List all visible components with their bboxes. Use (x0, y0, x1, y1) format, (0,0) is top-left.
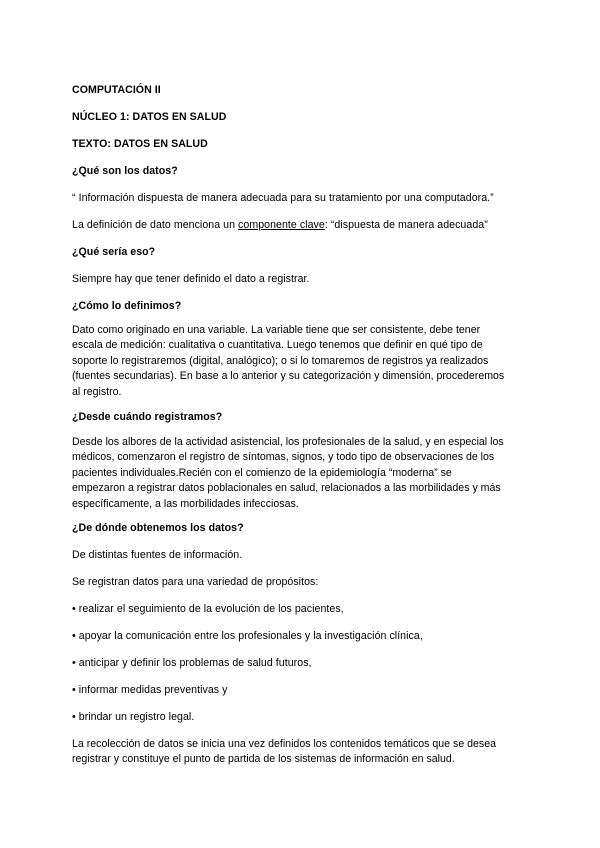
paragraph-line: La recolección de datos se inicia una vez definidos los contenidos temáticos que se desea (72, 738, 497, 750)
paragraph-line: médicos, comenzaron el registro de síntomas, signos, y todo tipo de observaciones de los (72, 451, 495, 464)
module-title: NÚCLEO 1: DATOS EN SALUD (72, 111, 227, 123)
paragraph-line: Desde los albores de la actividad asistencial, los profesionales de la salud, y en especial los (72, 436, 504, 448)
heading-de-donde: ¿De dónde obtenemos los datos? (72, 522, 244, 534)
paragraph-line: soporte lo registraremos (digital, analógico); o si lo tomaremos de registros ya realizados (72, 354, 489, 367)
course-title: COMPUTACIÓN II (72, 84, 161, 96)
definition-sentence (72, 218, 488, 234)
list-item: • anticipar y definir los problemas de salud futuros, (72, 657, 312, 669)
list-item: • apoyar la comunicación entre los profesionales y la investigación clínica, (72, 630, 423, 642)
paragraph-como-lo-definimos (72, 323, 532, 400)
definition-quote: “ Información dispuesta de manera adecuada para su tratamiento por una computadora.” (72, 192, 494, 204)
paragraph-line: registrar y constituye el punto de partida de los sistemas de información en salud. (72, 753, 455, 766)
text-title: TEXTO: DATOS EN SALUD (72, 138, 208, 150)
paragraph-line: (fuentes secundarias). En base a lo anterior y su categorización y dimensión, procederemos (72, 370, 505, 383)
answer-de-donde: De distintas fuentes de información. (72, 549, 243, 561)
paragraph-line: al registro. (72, 385, 122, 398)
heading-que-son-datos: ¿Qué son los datos? (72, 165, 178, 177)
componente-clave-underlined: componente clave (238, 219, 325, 231)
paragraph-line: Dato como originado en una variable. La variable tiene que ser consistente, debe tener (72, 324, 481, 336)
heading-que-seria-eso: ¿Qué sería eso? (72, 246, 156, 258)
heading-como-lo-definimos: ¿Cómo lo definimos? (72, 300, 182, 312)
paragraph-line: escala de medición: cualitativa o cuantitativa. Luego tenemos que definir en qué tipo de (72, 339, 483, 352)
paragraph-desde-cuando (72, 435, 532, 512)
list-item: • brindar un registro legal. (72, 711, 195, 723)
definition-prefix: La definición de dato menciona un (72, 219, 239, 231)
paragraph-line: específicamente, a las morbilidades infecciosas. (72, 497, 299, 510)
paragraph-closing (72, 737, 532, 768)
purposes-intro: Se registran datos para una variedad de propósitos: (72, 576, 319, 588)
heading-desde-cuando: ¿Desde cuándo registramos? (72, 411, 223, 423)
answer-que-seria-eso: Siempre hay que tener definido el dato a registrar. (72, 273, 310, 285)
list-item: • informar medidas preventivas y (72, 684, 228, 696)
list-item: • realizar el seguimiento de la evolución de los pacientes, (72, 603, 344, 615)
definition-suffix: : “dispuesta de manera adecuada” (324, 219, 488, 231)
paragraph-line: pacientes individuales.Recién con el comienzo de la epidemiología “moderna” se (72, 466, 452, 479)
paragraph-line: empezaron a registrar datos poblacionales en salud, relacionados a las morbilidades y más (72, 482, 501, 495)
